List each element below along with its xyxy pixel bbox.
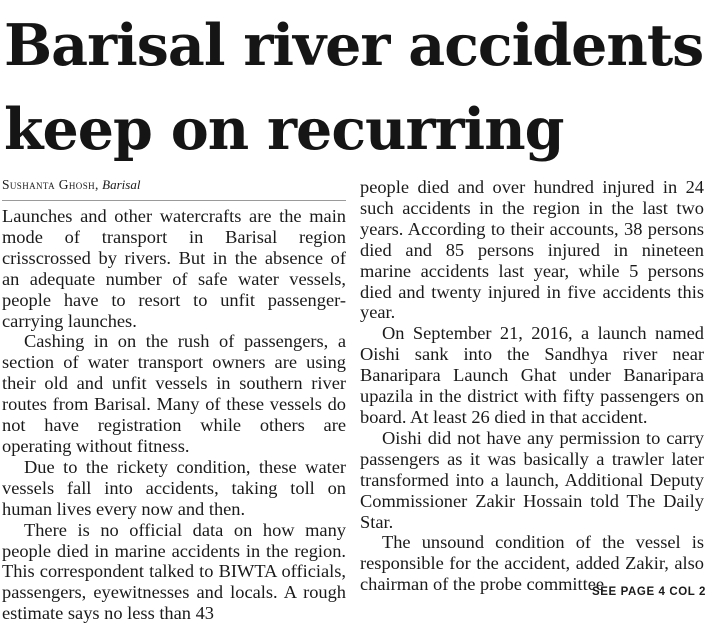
article-paragraph: Launches and other watercrafts are the main mode of transport in Barisal region crisscrossed by rivers. But in the absence of an adequate number of safe water vessels, people have to resort to unfit passenger-carrying launches. (2, 206, 346, 331)
headline-line-1: Barisal river accidents (4, 12, 704, 79)
article-column-left (2, 176, 346, 624)
byline-location: Barisal (102, 177, 141, 192)
byline (2, 176, 346, 201)
byline-author: Sushanta Ghosh, (2, 177, 99, 192)
continuation-jump-line: SEE PAGE 4 COL 2 (592, 586, 706, 598)
article-paragraph: There is no official data on how many people died in marine accidents in the region. This correspondent talked to BIWTA officials, passengers, eyewitnesses and locals. A rough estimate says no less than 43 (2, 519, 346, 624)
headline-line-2: keep on recurring (4, 96, 564, 163)
article-column-right (360, 177, 704, 595)
headline (4, 4, 714, 172)
article-paragraph: The unsound condition of the vessel is responsible for the accident, added Zakir, also chairman of the probe committee (360, 532, 704, 595)
article-paragraph-continued: people died and over hundred injured in 24 such accidents in the region in the last two years. According to their accounts, 38 persons died and 85 persons injured in nineteen marine accidents last year, while 5 persons died and twenty injured in five accidents this year. (360, 177, 704, 323)
article-paragraph: On September 21, 2016, a launch named Oishi sank into the Sandhya river near Banaripara Launch Ghat under Banaripara upazila in the district with fifty passengers on board. At least 26 died in that accident. (360, 323, 704, 427)
article-paragraph: Due to the rickety condition, these water vessels fall into accidents, taking toll on human lives every now and then. (2, 456, 346, 519)
article-paragraph: Oishi did not have any permission to carry passengers as it was basically a trawler later transformed into a launch, Additional Deputy Commissioner Zakir Hossain told The Daily Star. (360, 427, 704, 532)
article-paragraph: Cashing in on the rush of passengers, a section of water transport owners are using their old and unfit vessels in southern river routes from Barisal. Many of these vessels do not have registration while others are operating without fitness. (2, 331, 346, 456)
